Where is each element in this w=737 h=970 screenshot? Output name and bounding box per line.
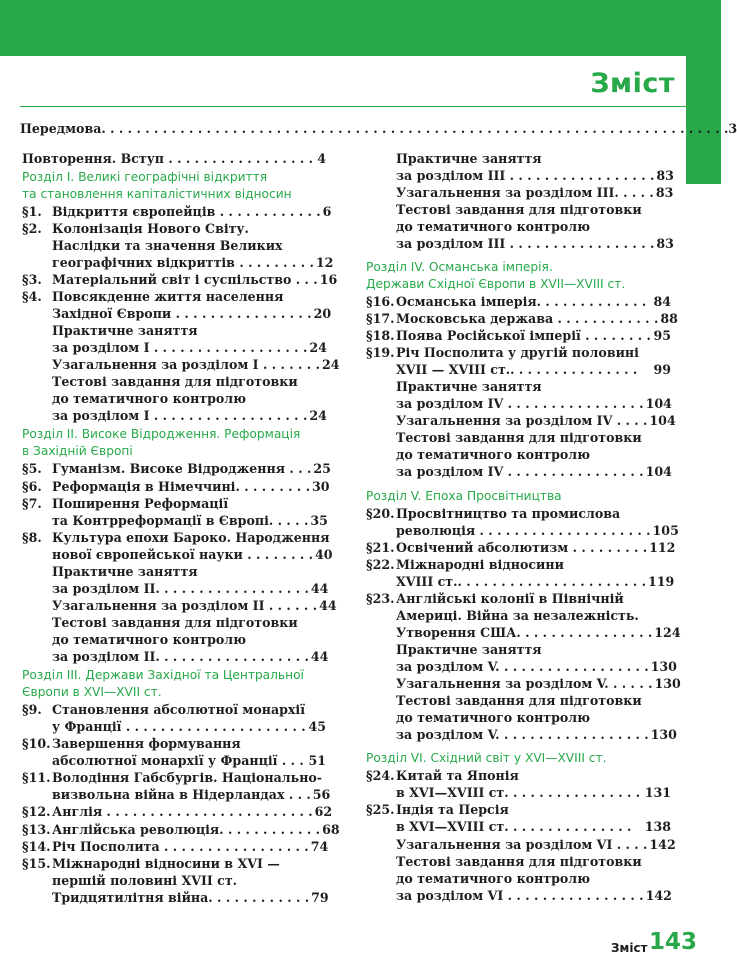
entry-page: 68 bbox=[322, 821, 340, 837]
entry-title: та Контрреформації в Європі. . . . . bbox=[52, 512, 309, 528]
entry-title: Практичне заняття bbox=[396, 150, 542, 166]
entry-title: за розділом VІ . . . . . . . . . . . . . . . . bbox=[396, 887, 644, 903]
preface-entry[interactable] bbox=[20, 121, 737, 136]
toc-entry[interactable] bbox=[366, 590, 671, 606]
toc-entry[interactable] bbox=[22, 614, 326, 630]
entry-page: 79 bbox=[311, 889, 329, 905]
toc-entry[interactable] bbox=[366, 464, 671, 480]
entry-title: Індія та Персія bbox=[396, 802, 509, 818]
entry-page: 35 bbox=[310, 512, 328, 528]
toc-entry[interactable] bbox=[22, 150, 326, 166]
entry-page: 30 bbox=[312, 478, 330, 494]
paragraph-number: §20. bbox=[366, 505, 395, 521]
section-heading bbox=[22, 685, 326, 701]
toc-entry[interactable] bbox=[366, 768, 671, 784]
entry-title: Тестові завдання для підготовки bbox=[52, 374, 298, 390]
entry-title: Повторення. Вступ . . . . . . . . . . . . . . . . . bbox=[22, 150, 314, 166]
toc-entry[interactable] bbox=[366, 607, 671, 623]
paragraph-number: §19. bbox=[366, 345, 395, 361]
entry-title: до тематичного контролю bbox=[396, 447, 591, 463]
entry-page: 12 bbox=[315, 254, 334, 270]
entry-title: Становлення абсолютної монархії bbox=[52, 702, 305, 718]
page-title: Зміст bbox=[590, 68, 675, 99]
entry-title: Практичне заняття bbox=[52, 323, 198, 339]
toc-entry[interactable] bbox=[366, 641, 671, 657]
toc-entry[interactable] bbox=[366, 379, 671, 395]
toc-entry[interactable] bbox=[22, 546, 333, 562]
entry-page: 130 bbox=[654, 676, 681, 692]
toc-entry[interactable] bbox=[366, 556, 671, 572]
entry-title: Практичне заняття bbox=[396, 379, 542, 395]
section-heading bbox=[22, 668, 326, 684]
entry-title: Річ Посполита у другій половині bbox=[396, 345, 639, 361]
paragraph-number: §24. bbox=[366, 768, 395, 784]
toc-entry[interactable] bbox=[22, 357, 340, 373]
entry-page: 119 bbox=[648, 573, 675, 589]
entry-page: 74 bbox=[310, 838, 329, 854]
entry-page: 24 bbox=[309, 340, 327, 356]
toc-entry[interactable] bbox=[366, 362, 671, 378]
entry-page: 62 bbox=[314, 804, 333, 820]
entry-title: Практичне заняття bbox=[52, 563, 198, 579]
entry-title: Тестові завдання для підготовки bbox=[52, 614, 298, 630]
entry-title: в XVI—XVIII ст. . . . . . . . . . . . . . . bbox=[396, 819, 632, 835]
toc-entry[interactable] bbox=[22, 736, 326, 752]
entry-title: Китай та Японія bbox=[396, 768, 519, 784]
entry-title: Культура епохи Бароко. Народження bbox=[52, 529, 330, 545]
section-heading-text: Розділ V. Епоха Просвітництва bbox=[366, 488, 562, 503]
toc-entry[interactable] bbox=[22, 787, 331, 803]
entry-title: Поширення Реформації bbox=[52, 495, 229, 511]
entry-title: за розділом ІІ. . . . . . . . . . . . . . . . . . bbox=[52, 580, 309, 596]
entry-title: в XVI—XVIII ст. . . . . . . . . . . . . . . . bbox=[396, 785, 641, 801]
entry-page: 83 bbox=[656, 235, 674, 251]
toc-entry[interactable] bbox=[366, 676, 681, 692]
toc-entry[interactable] bbox=[366, 328, 671, 344]
section-heading bbox=[22, 444, 326, 460]
entry-title: Тестові завдання для підготовки bbox=[396, 201, 642, 217]
entry-title: Гуманізм. Високе Відродження . . . bbox=[52, 461, 312, 477]
section-heading bbox=[366, 751, 671, 767]
preface-label: Передмова. . . . . . . . . . . . . . . . . . . . . . . . . . . . . . . . . . . . . . . . . . . . . . . . . . . . . . . . . . . . . . . . . . . . . . . . bbox=[20, 121, 729, 136]
entry-page: 99 bbox=[653, 362, 671, 378]
toc-entry[interactable] bbox=[22, 461, 331, 477]
toc-entry[interactable] bbox=[22, 374, 326, 390]
entry-title: Відкриття європейців . . . . . . . . . . . . bbox=[52, 203, 321, 219]
toc-entry[interactable] bbox=[22, 271, 338, 287]
toc-entry[interactable] bbox=[22, 203, 332, 219]
toc-entry[interactable] bbox=[22, 288, 326, 304]
entry-page: 51 bbox=[308, 753, 326, 769]
toc-entry[interactable] bbox=[22, 305, 332, 322]
entry-title: Англія . . . . . . . . . . . . . . . . . . . . . . . . bbox=[52, 804, 313, 820]
entry-title: Московська держава . . . . . . . . . . . . bbox=[396, 311, 659, 327]
entry-title: Англійські колонії в Північній bbox=[396, 590, 624, 606]
entry-title: Західної Європи . . . . . . . . . . . . . . . . bbox=[52, 306, 312, 322]
toc-entry[interactable] bbox=[22, 323, 326, 339]
paragraph-number: §22. bbox=[366, 556, 395, 572]
toc-entry[interactable] bbox=[366, 447, 671, 463]
footer-section-label: Зміст bbox=[611, 941, 648, 955]
entry-page: 130 bbox=[650, 659, 677, 675]
toc-entry[interactable] bbox=[366, 710, 671, 726]
toc-entry[interactable] bbox=[366, 430, 671, 446]
entry-title: за розділом ІІ. . . . . . . . . . . . . . . . . . bbox=[52, 649, 309, 665]
entry-title: Повсякденне життя населення bbox=[52, 288, 284, 304]
section-heading-text: Розділ ІІІ. Держави Західної та Центральної bbox=[22, 668, 304, 683]
paragraph-number: §17. bbox=[366, 311, 395, 327]
entry-page: 20 bbox=[313, 306, 332, 322]
paragraph-number: §23. bbox=[366, 590, 395, 606]
entry-title: Тридцятилітня війна. . . . . . . . . . . . bbox=[52, 889, 310, 905]
entry-page: 56 bbox=[312, 787, 331, 803]
entry-title: Узагальнення за розділом V. . . . . . bbox=[396, 676, 653, 692]
entry-title: визвольна війна в Нідерландах . . . bbox=[52, 787, 311, 803]
paragraph-number: §21. bbox=[366, 539, 395, 555]
toc-entry[interactable] bbox=[366, 539, 676, 555]
toc-entry[interactable] bbox=[22, 254, 334, 270]
toc-entry[interactable] bbox=[22, 597, 337, 613]
entry-title: Османська імперія. . . . . . . . . . . . . bbox=[396, 293, 647, 309]
section-heading-text: Розділ І. Великі географічні відкриття bbox=[22, 169, 268, 184]
toc-entry[interactable] bbox=[22, 753, 326, 769]
entry-page: 24 bbox=[321, 357, 340, 373]
entry-page: 95 bbox=[653, 328, 671, 344]
entry-title: першій половині XVII ст. bbox=[52, 872, 238, 888]
entry-page: 88 bbox=[660, 311, 678, 327]
entry-page: 104 bbox=[649, 413, 676, 429]
toc-entry[interactable] bbox=[22, 872, 326, 888]
toc-entry[interactable] bbox=[22, 855, 326, 871]
toc-entry[interactable] bbox=[366, 235, 674, 251]
toc-entry[interactable] bbox=[22, 821, 340, 837]
entry-title: нової європейської науки . . . . . . . . bbox=[52, 546, 314, 562]
paragraph-number: §2. bbox=[22, 220, 42, 236]
entry-title: за розділом ІV . . . . . . . . . . . . . . . . bbox=[396, 396, 644, 412]
paragraph-number: §4. bbox=[22, 288, 42, 304]
toc-entry[interactable] bbox=[366, 218, 671, 234]
entry-page: 138 bbox=[644, 819, 671, 835]
section-heading-text: та становлення капіталістичних відносин bbox=[22, 186, 292, 201]
entry-page: 6 bbox=[322, 203, 332, 219]
entry-page: 24 bbox=[309, 408, 327, 424]
toc-entry[interactable] bbox=[366, 310, 678, 327]
toc-entry[interactable] bbox=[22, 889, 329, 905]
toc-entry[interactable] bbox=[366, 870, 671, 886]
paragraph-number: §3. bbox=[22, 271, 42, 287]
entry-title: Англійська революція. . . . . . . . . . . . bbox=[52, 821, 321, 837]
toc-entry[interactable] bbox=[22, 702, 326, 718]
toc-entry[interactable] bbox=[22, 648, 329, 665]
entry-title: Узагальнення за розділом ІV . . . . bbox=[396, 413, 648, 429]
toc-entry[interactable] bbox=[22, 237, 326, 253]
toc-entry[interactable] bbox=[366, 624, 681, 640]
toc-entry[interactable] bbox=[22, 838, 329, 854]
paragraph-number: §9. bbox=[22, 702, 42, 718]
entry-title: Просвітництво та промислова bbox=[396, 505, 621, 521]
toc-entry[interactable] bbox=[22, 580, 329, 596]
toc-entry[interactable] bbox=[366, 887, 671, 903]
toc-entry[interactable] bbox=[22, 408, 326, 424]
entry-page: 142 bbox=[649, 836, 676, 852]
entry-title: за розділом І . . . . . . . . . . . . . . . . . . bbox=[52, 340, 308, 356]
entry-page: 105 bbox=[652, 522, 679, 538]
section-heading-text: в Західній Європі bbox=[22, 444, 133, 459]
toc-entry[interactable] bbox=[22, 495, 326, 511]
entry-title: до тематичного контролю bbox=[396, 870, 591, 886]
toc-entry[interactable] bbox=[22, 220, 326, 236]
entry-title: XVII — XVIII ст.. . . . . . . . . . . . . . . bbox=[396, 362, 638, 378]
paragraph-number: §8. bbox=[22, 529, 42, 545]
entry-page: 83 bbox=[656, 167, 674, 183]
paragraph-number: §15. bbox=[22, 855, 51, 871]
entry-page: 40 bbox=[315, 546, 333, 562]
entry-title: до тематичного контролю bbox=[396, 710, 591, 726]
toc-entry[interactable] bbox=[366, 413, 676, 429]
entry-page: 44 bbox=[310, 649, 329, 665]
entry-title: Колонізація Нового Світу. bbox=[52, 220, 249, 236]
toc-entry[interactable] bbox=[366, 184, 674, 200]
toc-entry[interactable] bbox=[366, 836, 676, 852]
paragraph-number: §10. bbox=[22, 736, 51, 752]
entry-title: до тематичного контролю bbox=[396, 218, 591, 234]
entry-title: Річ Посполита . . . . . . . . . . . . . . . . . bbox=[52, 838, 309, 854]
entry-title: Тестові завдання для підготовки bbox=[396, 430, 642, 446]
toc-entry[interactable] bbox=[22, 631, 326, 647]
section-heading-text: Розділ VІ. Східний світ у XVI—XVIII ст. bbox=[366, 751, 607, 766]
entry-title: Реформація в Німеччині. . . . . . . . . bbox=[52, 478, 311, 494]
toc-entry[interactable] bbox=[366, 802, 671, 818]
entry-page: 104 bbox=[645, 396, 672, 412]
entry-title: Завершення формування bbox=[52, 736, 241, 752]
toc-entry[interactable] bbox=[366, 167, 674, 183]
entry-title: за розділом ІV . . . . . . . . . . . . . . . . bbox=[396, 464, 644, 480]
toc-entry[interactable] bbox=[22, 529, 330, 545]
entry-title: за розділом ІІІ . . . . . . . . . . . . . . . . . bbox=[396, 235, 655, 251]
toc-entry[interactable] bbox=[366, 853, 671, 869]
entry-title: Тестові завдання для підготовки bbox=[396, 853, 642, 869]
paragraph-number: §12. bbox=[22, 804, 51, 820]
paragraph-number: §13. bbox=[22, 821, 51, 837]
preface-page: 3 bbox=[728, 121, 737, 136]
toc-entry[interactable] bbox=[366, 201, 671, 217]
entry-title: Утворення США. . . . . . . . . . . . . . . . bbox=[396, 624, 653, 640]
entry-page: 130 bbox=[650, 727, 677, 743]
toc-entry[interactable] bbox=[22, 719, 326, 735]
paragraph-number: §14. bbox=[22, 838, 51, 854]
toc-entry[interactable] bbox=[22, 804, 333, 820]
toc-entry[interactable] bbox=[22, 770, 326, 786]
entry-title: у Франції . . . . . . . . . . . . . . . . . . . . . bbox=[52, 719, 306, 735]
entry-title: Міжнародні відносини bbox=[396, 556, 564, 572]
entry-title: Тестові завдання для підготовки bbox=[396, 693, 642, 709]
section-heading bbox=[366, 276, 671, 292]
section-heading-text: Розділ ІV. Османська імперія. bbox=[366, 259, 553, 274]
paragraph-number: §18. bbox=[366, 328, 395, 344]
section-heading bbox=[366, 488, 671, 504]
toc-entry[interactable] bbox=[366, 658, 677, 675]
top-green-bar bbox=[0, 0, 721, 56]
section-heading-text: Держави Східної Європи в XVII—XVIII ст. bbox=[366, 276, 626, 291]
section-heading-text: Європи в XVI—XVII ст. bbox=[22, 685, 162, 700]
entry-title: абсолютної монархії у Франції . . . bbox=[52, 753, 304, 769]
entry-page: 83 bbox=[655, 184, 674, 200]
toc-entry[interactable] bbox=[366, 345, 671, 361]
paragraph-number: §7. bbox=[22, 495, 42, 511]
paragraph-number: §5. bbox=[22, 461, 42, 477]
toc-entry[interactable] bbox=[22, 340, 326, 356]
entry-title: до тематичного контролю bbox=[52, 391, 247, 407]
entry-title: географічних відкриттів . . . . . . . . . bbox=[52, 254, 314, 270]
entry-title: за розділом V. . . . . . . . . . . . . . . . . . bbox=[396, 659, 649, 675]
entry-title: Узагальнення за розділом VІ . . . . bbox=[396, 836, 648, 852]
toc-entry[interactable] bbox=[366, 396, 671, 412]
entry-page: 44 bbox=[319, 597, 337, 613]
entry-page: 25 bbox=[313, 461, 331, 477]
page-number: 143 bbox=[649, 929, 698, 955]
entry-title: XVIII ст.. . . . . . . . . . . . . . . . . . . . . . bbox=[396, 573, 646, 589]
paragraph-number: §11. bbox=[22, 770, 51, 786]
entry-page: 131 bbox=[644, 785, 671, 801]
section-heading bbox=[22, 427, 326, 443]
paragraph-number: §6. bbox=[22, 478, 42, 494]
entry-title: Матеріальний світ і суспільство . . . bbox=[52, 271, 318, 287]
toc-entry[interactable] bbox=[366, 573, 675, 589]
entry-page: 44 bbox=[310, 580, 329, 596]
entry-title: Практичне заняття bbox=[396, 641, 542, 657]
entry-title: за розділом ІІІ . . . . . . . . . . . . . . . . . bbox=[396, 167, 655, 183]
entry-page: 104 bbox=[645, 464, 672, 480]
entry-title: Володіння Габсбургів. Національно- bbox=[52, 770, 323, 786]
entry-title: Узагальнення за розділом ІІ . . . . . . bbox=[52, 597, 318, 613]
toc-entry[interactable] bbox=[366, 785, 671, 801]
entry-title: революція . . . . . . . . . . . . . . . . . . . . bbox=[396, 522, 651, 538]
entry-page: 112 bbox=[649, 539, 676, 555]
section-heading bbox=[366, 259, 671, 275]
entry-title: Узагальнення за розділом ІІІ. . . . . bbox=[396, 184, 654, 200]
toc-entry[interactable] bbox=[22, 478, 330, 494]
toc-entry[interactable] bbox=[366, 727, 677, 743]
toc-entry[interactable] bbox=[366, 293, 671, 309]
entry-title: Узагальнення за розділом І . . . . . . . bbox=[52, 357, 320, 373]
side-green-tab bbox=[686, 56, 721, 184]
entry-title: Наслідки та значення Великих bbox=[52, 237, 283, 253]
toc-entry[interactable] bbox=[366, 522, 679, 538]
toc-entry[interactable] bbox=[366, 693, 671, 709]
toc-entry[interactable] bbox=[22, 391, 326, 407]
title-rule bbox=[20, 106, 686, 107]
section-heading bbox=[22, 169, 326, 185]
entry-page: 45 bbox=[308, 719, 326, 735]
entry-page: 142 bbox=[645, 887, 672, 903]
toc-entry[interactable] bbox=[22, 563, 326, 579]
paragraph-number: §16. bbox=[366, 293, 395, 309]
entry-page: 124 bbox=[654, 624, 681, 640]
section-heading-text: Розділ ІІ. Високе Відродження. Реформація bbox=[22, 427, 301, 442]
toc-entry[interactable] bbox=[366, 505, 671, 521]
entry-title: Америці. Війна за незалежність. bbox=[396, 607, 639, 623]
paragraph-number: §25. bbox=[366, 802, 395, 818]
entry-title: до тематичного контролю bbox=[52, 631, 247, 647]
entry-title: Поява Російської імперії . . . . . . . . bbox=[396, 328, 651, 344]
entry-title: Міжнародні відносини в XVI — bbox=[52, 855, 280, 871]
entry-page: 16 bbox=[319, 271, 338, 287]
entry-title: Освічений абсолютизм . . . . . . . . . bbox=[396, 539, 648, 555]
entry-page: 84 bbox=[653, 293, 671, 309]
toc-entry[interactable] bbox=[22, 512, 326, 528]
toc-entry[interactable] bbox=[366, 819, 671, 835]
section-heading bbox=[22, 186, 326, 202]
entry-title: за розділом V. . . . . . . . . . . . . . . . . . bbox=[396, 727, 649, 743]
toc-entry[interactable] bbox=[366, 150, 671, 166]
paragraph-number: §1. bbox=[22, 203, 42, 219]
entry-page: 4 bbox=[317, 150, 326, 166]
entry-title: за розділом І . . . . . . . . . . . . . . . . . . bbox=[52, 408, 308, 424]
